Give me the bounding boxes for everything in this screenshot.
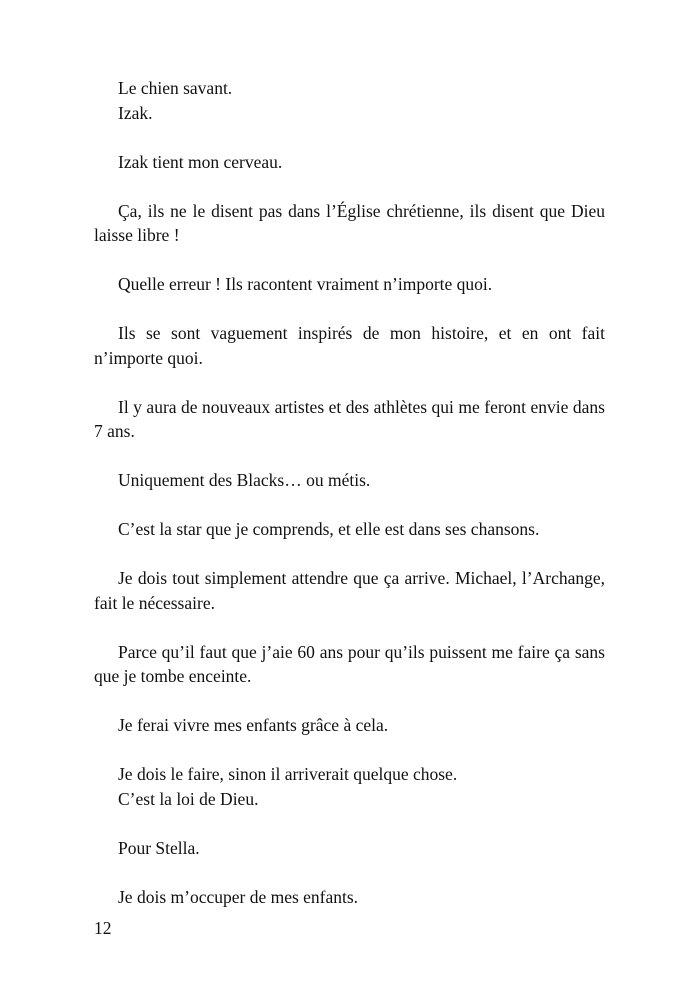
paragraph: C’est la star que je comprends, et elle est dans ses chansons. <box>118 519 540 539</box>
paragraph: Il y aura de nouveaux artistes et des athlètes qui me feront envie dans 7 ans. <box>94 396 605 441</box>
paragraph: Izak tient mon cerveau. <box>118 151 283 172</box>
paragraph: Ils se sont vaguement inspirés de mon histoire, et en ont fait n’importe quoi. <box>94 323 605 368</box>
page-number: 12 <box>94 918 112 938</box>
paragraph: C’est la loi de Dieu. <box>118 788 259 809</box>
paragraph: Parce qu’il faut que j’aie 60 ans pour qu’ils puissent me faire ça sans que je tombe enceinte. <box>94 641 605 686</box>
paragraph: Uniquement des Blacks… ou métis. <box>118 470 371 490</box>
paragraph: Je ferai vivre mes enfants grâce à cela. <box>118 715 389 735</box>
paragraph: Je dois m’occuper de mes enfants. <box>118 886 359 907</box>
body-text <box>94 76 605 909</box>
paragraph: Pour Stella. <box>118 837 200 858</box>
paragraph: Izak. <box>118 102 153 123</box>
paragraph: Je dois tout simplement attendre que ça arrive. Michael, l’Archange, fait le nécessaire. <box>94 568 605 613</box>
paragraph: Le chien savant. <box>118 78 233 98</box>
paragraph: Ça, ils ne le disent pas dans l’Église chrétienne, ils disent que Dieu laisse libre ! <box>94 200 605 245</box>
paragraph: Je dois le faire, sinon il arriverait quelque chose. <box>118 764 458 784</box>
paragraph: Quelle erreur ! Ils racontent vraiment n’importe quoi. <box>118 274 493 294</box>
